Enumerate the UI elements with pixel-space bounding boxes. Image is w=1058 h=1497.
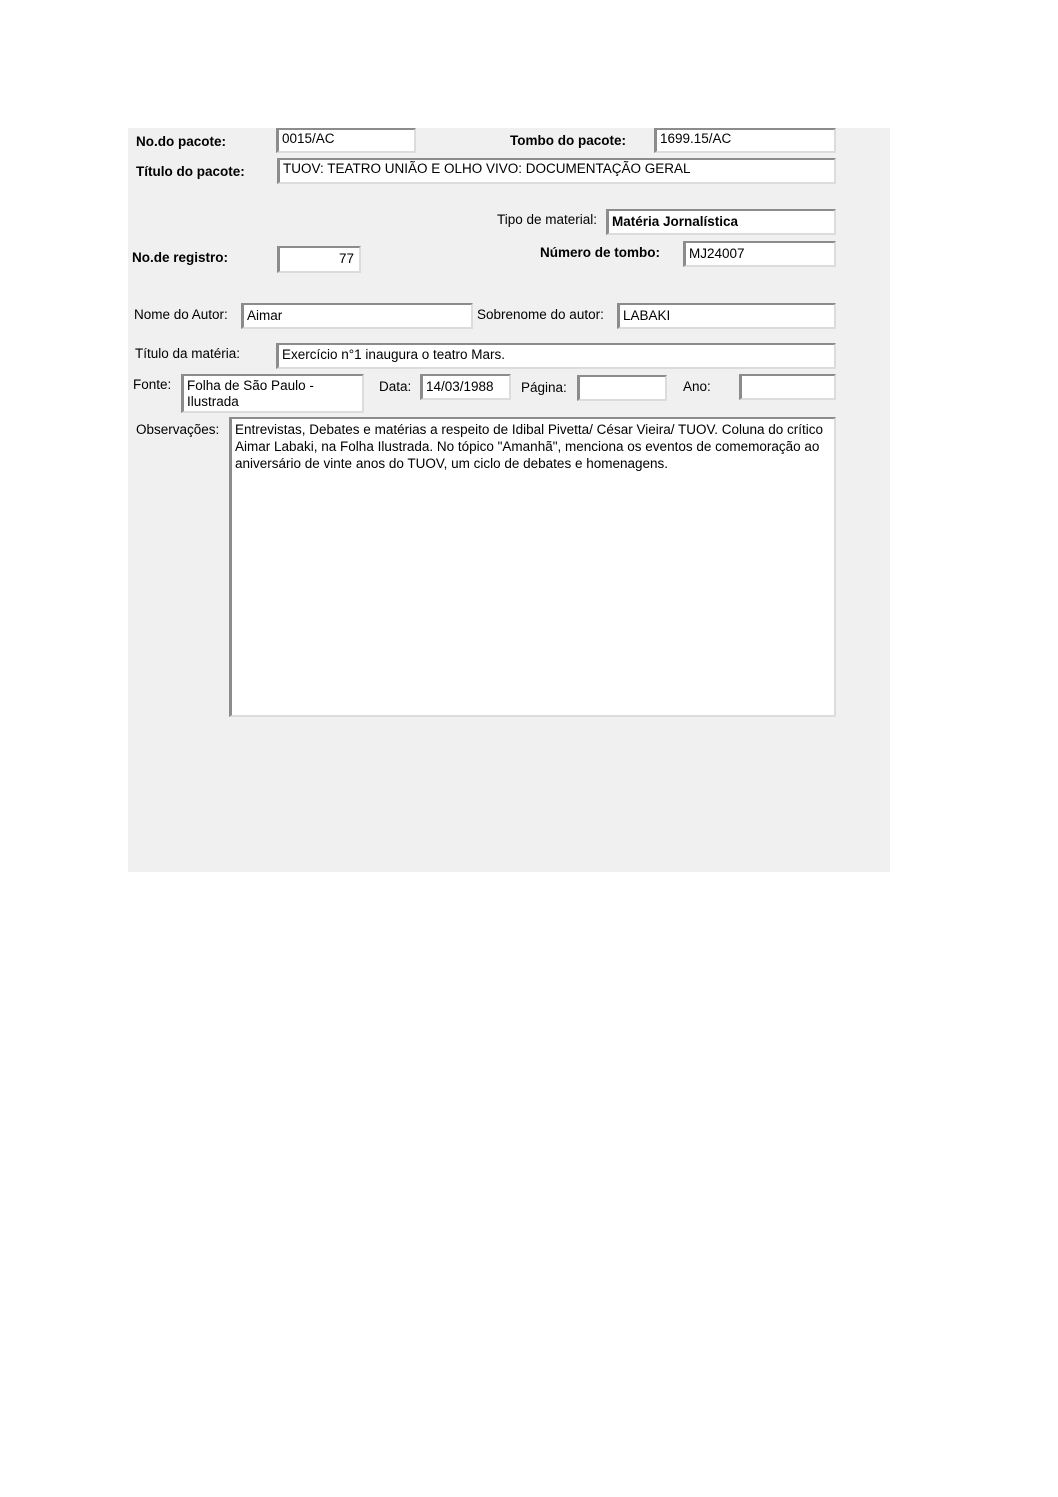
material-type-label: Tipo de material: (497, 212, 598, 227)
package-title-field[interactable]: TUOV: TEATRO UNIÃO E OLHO VIVO: DOCUMENTAÇÃO GERAL (277, 158, 836, 184)
page-field[interactable] (577, 375, 667, 401)
package-title-label: Título do pacote: (136, 164, 245, 179)
package-tombo-label: Tombo do pacote: (510, 133, 626, 148)
date-field[interactable]: 14/03/1988 (420, 374, 511, 400)
article-title-field[interactable]: Exercício n°1 inaugura o teatro Mars. (276, 343, 836, 369)
source-field[interactable]: Folha de São Paulo - Ilustrada (181, 374, 364, 413)
author-surname-field[interactable]: LABAKI (617, 303, 836, 329)
package-number-label: No.do pacote: (136, 134, 226, 149)
observations-textarea[interactable]: Entrevistas, Debates e matérias a respeito de Idibal Pivetta/ César Vieira/ TUOV. Coluna do crítico Aimar Labaki, na Folha Ilustrada. No tópico "Amanhã", menciona os eventos de comemoração ao aniversário de vinte anos do TUOV, um ciclo de debates e homenagens. (229, 417, 836, 717)
author-name-label: Nome do Autor: (134, 307, 228, 322)
page-label: Página: (521, 380, 567, 395)
catalog-form-panel (128, 128, 890, 872)
author-name-field[interactable]: Aimar (241, 303, 473, 329)
tombo-number-field[interactable]: MJ24007 (683, 241, 836, 267)
year-label: Ano: (683, 379, 711, 394)
package-tombo-field[interactable]: 1699.15/AC (654, 128, 836, 153)
registry-number-field[interactable]: 77 (277, 246, 361, 273)
source-label: Fonte: (133, 377, 172, 392)
year-field[interactable] (739, 374, 836, 400)
observations-label: Observações: (136, 422, 220, 437)
registry-number-label: No.de registro: (132, 250, 229, 265)
package-number-field[interactable]: 0015/AC (276, 128, 416, 153)
article-title-label: Título da matéria: (135, 346, 241, 361)
material-type-field[interactable]: Matéria Jornalística (606, 209, 836, 235)
date-label: Data: (379, 379, 412, 394)
tombo-number-label: Número de tombo: (540, 245, 660, 260)
author-surname-label: Sobrenome do autor: (477, 307, 604, 322)
